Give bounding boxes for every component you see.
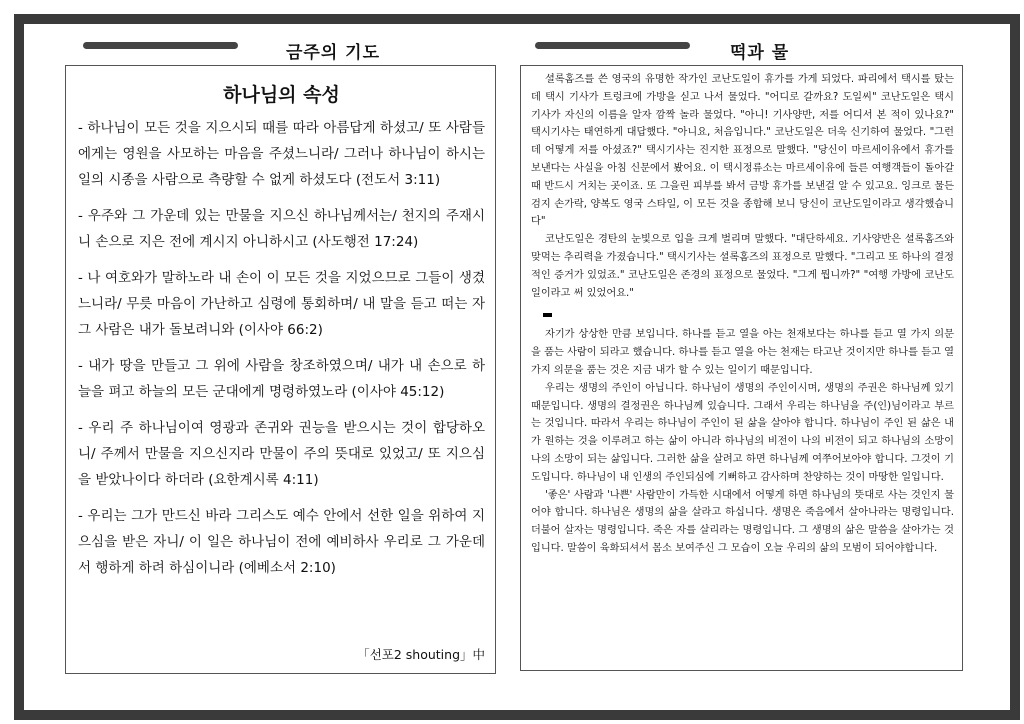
reflection-paragraph: '좋은' 사람과 '나쁜' 사람만이 가득한 시대에서 어떻게 하면 하나님의 뜻대로 사는 것인지 물어야 합니다. 하나님은 생명의 삶을 살라고 하십니다. 생명은 죽음에서 살아나라는 명령입니다. 더불어 살자는 명령입니다. 죽은 자를 살리라는 명령입니다. 그 생명의 삶은 말씀을 살아가는 것입니다. 말씀이 육화되셔서 몸소 보여주신 그 모습이 오늘 우리의 삶의 모범이 되어야합니다.: [531, 489, 954, 554]
verses-source: 「선포2 shouting」中: [357, 647, 485, 662]
verse-list: [78, 115, 485, 581]
right-header-title: 떡과 물: [730, 43, 790, 63]
left-header-bar: [83, 42, 238, 49]
verse-item: - 나 여호와가 말하노라 내 손이 이 모든 것을 지었으므로 그들이 생겼느니라/ 무릇 마음이 가난하고 심령에 통회하며/ 내 말을 듣고 떠는 자 그 사람은 내가 돌보려니와 (이사야 66:2): [78, 270, 485, 338]
left-header-title: 금주의 기도: [286, 43, 381, 63]
verse-item: - 하나님이 모든 것을 지으시되 때를 따라 아름답게 하셨고/ 또 사람들에게는 영원을 사모하는 마음을 주셨느니라/ 그러나 하나님이 하시는 일의 시종을 사람으로 측량할 수 없게 하셨도다 (전도서 3:11): [78, 120, 485, 188]
story-box: [520, 65, 963, 671]
verses-title: 하나님의 속성: [223, 84, 340, 106]
verse-item: - 우리는 그가 만드신 바라 그리스도 예수 안에서 선한 일을 위하여 지으심을 받은 자니/ 이 일은 하나님이 전에 예비하사 우리로 그 가운데서 행하게 하려 하심이니라 (에베소서 2:10): [78, 508, 485, 576]
verses-box: [65, 65, 496, 674]
story-paragraph: 코난도일은 경탄의 눈빛으로 입을 크게 벌리며 말했다. "대단하세요. 기사양반은 셜록홈즈와 맞먹는 추리력을 가졌습니다." 택시기사는 셜록홈즈의 표정으로 말했다. "그리고 또 하나의 결정적인 증거가 있었죠." 코난도일은 존경의 표정으로 물었다. "그게 뭡니까?" "여행 가방에 코난도일이라고 써 있었어요.": [531, 234, 954, 299]
verse-item: - 우리 주 하나님이여 영광과 존귀와 권능을 받으시는 것이 합당하오니/ 주께서 만물을 지으신지라 만물이 주의 뜻대로 있었고/ 또 지으심을 받았나이다 하더라 (요한계시록 4:11): [78, 420, 485, 488]
divider-mark: [543, 313, 552, 317]
right-header-bar: [535, 42, 690, 49]
reflection-paragraph: 자기가 상상한 만큼 보입니다. 하나를 듣고 열을 아는 천재보다는 하나를 듣고 열 가지 의문을 품는 사람이 되라고 했습니다. 하나를 듣고 열을 아는 천재는 타고난 것이지만 하나를 듣고 열 가지 의문을 품는 것은 지금 내가 할 수 있는 일이기 때문입니다.: [531, 329, 954, 376]
verse-item: - 내가 땅을 만들고 그 위에 사람을 창조하였으며/ 내가 내 손으로 하늘을 펴고 하늘의 모든 군대에게 명령하였노라 (이사야 45:12): [78, 358, 485, 400]
section-divider: [531, 310, 954, 322]
story-paragraph: 셜록홈즈를 쓴 영국의 유명한 작가인 코난도일이 휴가를 가게 되었다. 파리에서 택시를 탔는데 택시 기사가 트렁크에 가방을 싣고 나서 물었다. "어디로 갈까요? 도일씨" 코난도일은 택시 기사가 자신의 이름을 알자 깜짝 놀라 물었다. "아니! 기사양반, 저를 어디서 본 적이 있나요?" 택시기사는 태연하게 대답했다. "아니요, 처음입니다." 코난도일은 더욱 신기하여 물었다. "그런데 어떻게 저를 아셨죠?" 택시기사는 진지한 표정으로 말했다. "당신이 마르세이유에서 휴가를 보낸다는 사실을 아침 신문에서 봤어요. 이 택시정류소는 마르세이유에 들른 여행객들이 돌아갈 때 반드시 거치는 곳이죠. 또 그을린 피부를 봐서 금방 휴가를 보낸걸 알 수 있고요. 잉크로 물든 검지 손가락, 양복도 영국 스타일, 이 모든 것을 종합해 보니 당신이 코난도일이라고 생각했습니다": [531, 74, 954, 228]
verse-item: - 우주와 그 가운데 있는 만물을 지으신 하나님께서는/ 천지의 주재시니 손으로 지은 전에 계시지 아니하시고 (사도행전 17:24): [78, 208, 485, 250]
reflection-paragraph: 우리는 생명의 주인이 아닙니다. 하나님이 생명의 주인이시며, 생명의 주권은 하나님께 있기 때문입니다. 생명의 결정권은 하나님께 있습니다. 그래서 우리는 하나님을 주(인)님이라고 부르는 것입니다. 따라서 우리는 하나님이 주인이 된 삶을 살아야 합니다. 하나님이 주인 된 삶은 내가 원하는 것을 이루려고 하는 삶이 아니라 하나님의 비전이 나의 비전이 되고 하나님의 소망이 나의 소망이 되는 삶입니다. 그러한 삶을 살려고 하면 하나님께 여쭈어보아야 합니다. 그것이 기도입니다. 하나님이 내 인생의 주인되심에 기뻐하고 감사하며 찬양하는 것이 마땅한 일입니다.: [531, 382, 954, 483]
